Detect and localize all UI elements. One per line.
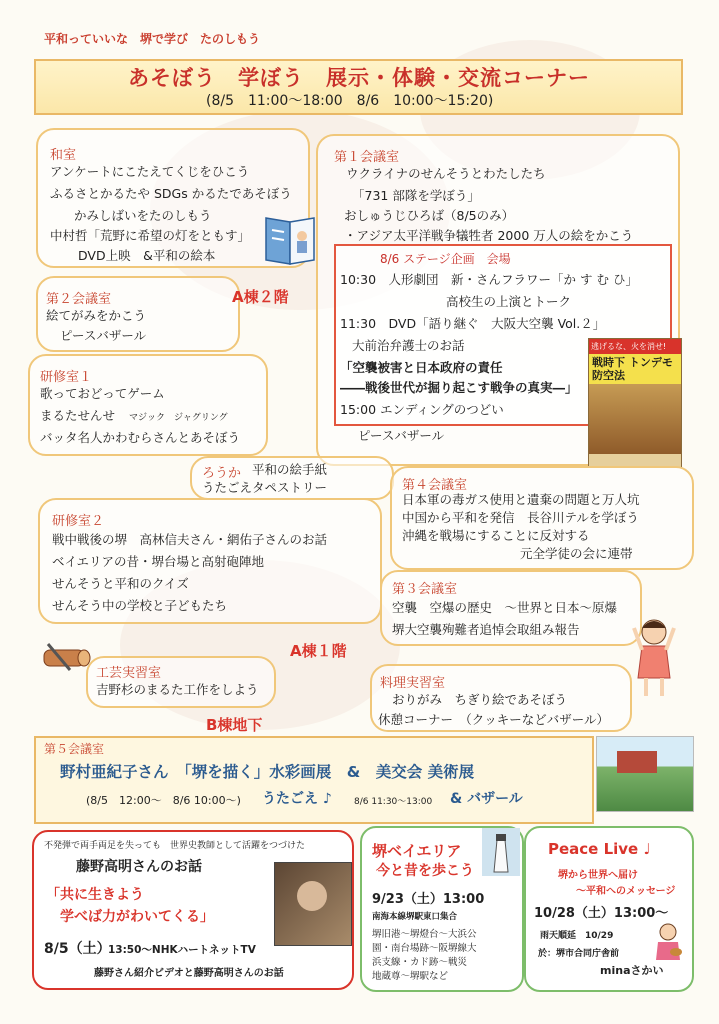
peace-live-title: Peace Live ♩ [548, 840, 651, 858]
stage-item: 高校生の上演とトーク [446, 294, 572, 309]
kaigi1-item: ウクライナのせんそうとわたしたち [346, 166, 546, 181]
floor-label-a1: A棟１階 [290, 642, 347, 660]
watercolor-roof-shape [617, 751, 657, 773]
kenshu2-item: せんそう中の学校と子どもたち [52, 598, 228, 613]
kaigi4-item: 日本軍の毒ガス使用と遺棄の問題と万人坑 [402, 492, 640, 507]
kenshu1-item [40, 406, 228, 428]
fujino-quote: 学べば力がわいてくる」 [60, 909, 214, 925]
washitsu-item: かみしばいをたのしもう [74, 208, 212, 223]
kaigi3-item: 堺大空襲殉難者追悼会取組み報告 [392, 622, 580, 637]
kaigi2-item: ピースバザール [60, 328, 147, 343]
book-cover-illustration [589, 384, 681, 454]
kaigi3-item: 空襲 空爆の歴史 ～世界と日本～原爆 [392, 600, 618, 615]
kenshu1-item: 歌っておどってゲーム [40, 386, 165, 401]
peace-live-performer: minaさかい [600, 964, 664, 977]
peace-live-date: 10/28（土）13:00〜 [534, 906, 669, 921]
kogei-item: 吉野杉のまるた工作をしよう [96, 682, 259, 697]
fujino-name: 藤野高明さんのお話 [76, 859, 202, 875]
watercolor-painting-image [596, 736, 694, 812]
room-label-kogei: 工芸実習室 [96, 666, 162, 681]
kenshu2-item: 戦中戦後の堺 高林信夫さん・網佑子さんのお話 [52, 532, 328, 547]
bayarea-subtitle: 今と昔を歩こう [376, 863, 474, 879]
picture-book-icon [262, 208, 318, 268]
utagoe-time: 8/6 11:30〜13:00 [354, 797, 433, 807]
washitsu-item: 中村哲「荒野に希望の灯をともす」 [50, 228, 251, 243]
fujino-photo-figure [297, 881, 327, 911]
tagline: 平和っていいな 堺で学び たのしもう [44, 32, 261, 46]
kaigi1-item: ・アジア太平洋戦争犠牲者 2000 万人の絵をかこう [344, 228, 634, 243]
stage-item: 10:30 人形劇団 新・さんフラワー「か す む ひ」 [340, 272, 638, 287]
floor-label-a2: A棟２階 [232, 288, 289, 306]
peace-live-line: 堺から世界へ届け [558, 870, 638, 881]
room-label-kenshu2: 研修室２ [52, 514, 105, 529]
kaigi4-item: 元全学徒の会に連帯 [520, 546, 633, 561]
book-cover-image [588, 338, 682, 468]
stage-item: ――戦後世代が掘り起こす戦争の真実―」 [340, 380, 578, 395]
ryori-item: おりがみ ちぎり絵であそぼう [392, 692, 568, 707]
bayarea-route: 浜支線・カド跡〜戦災 [372, 957, 468, 968]
peace-live-venue: 於：堺市合同庁舎前 [538, 949, 620, 959]
fujino-footer: 藤野さん紹介ビデオと藤野高明さんのお話 [94, 968, 284, 979]
singer-icon [650, 920, 686, 962]
peace-live-line: 〜平和へのメッセージ [576, 886, 676, 897]
kaigi1-after: ピースバザール [358, 428, 445, 443]
stage-item: 「空襲被害と日本政府の責任 [340, 360, 503, 375]
bayarea-route: 地蔵尊〜堺駅など [372, 971, 449, 982]
room-label-washitsu: 和室 [50, 148, 77, 163]
bayarea-title: 堺ベイエリア [372, 842, 462, 860]
kaigi2-item: 絵てがみをかこう [46, 308, 147, 323]
kaigi5-dates: (8/5 12:00〜 8/6 10:00〜) [86, 794, 241, 807]
room-label-rouka: ろうか [202, 466, 242, 481]
fujino-intro: 不発弾で両手両足を失っても 世界史教師として活躍をつづけた [44, 841, 306, 851]
washitsu-item: アンケートにこたえてくじをひこう [50, 164, 250, 179]
room-label-kaigi1: 第１会議室 [334, 150, 400, 165]
room-label-kenshu1: 研修室１ [40, 370, 93, 385]
room-label-kaigi2: 第２会議室 [46, 292, 112, 307]
fujino-quote: 「共に生きよう [46, 887, 144, 903]
washitsu-item: DVD上映 &平和の絵本 [78, 248, 216, 263]
kenshu1-item: バッタ名人かわむらさんとあそぼう [40, 430, 241, 445]
event-hours: (8/5 11:00〜18:00 8/6 10:00〜15:20) [206, 93, 494, 109]
kaigi1-item: おしゅうじひろば（8/5のみ） [344, 208, 515, 223]
book-cover-caption: 逃げるな、火を消せ! [589, 339, 681, 354]
bazaar-label: & バザール [450, 791, 523, 807]
kaigi5-headline: 野村亜紀子さん 「堺を描く」水彩画展 & 美交会 美術展 [60, 763, 475, 781]
kenshu2-item: せんそうと平和のクイズ [52, 576, 189, 591]
ryori-item: 休憩コーナー （クッキーなどバザール） [378, 712, 610, 727]
kenshu2-item: ベイエリアの昔・堺台場と高射砲陣地 [52, 554, 265, 569]
bayarea-route: 堺旧港〜堺燈台〜大浜公 [372, 929, 477, 940]
kenshu1-item-main: まるたせんせ [40, 408, 116, 423]
book-cover-title: 戦時下 トンデモ 防空法 [589, 354, 681, 384]
stage-item: 11:30 DVD「語り継ぐ 大阪大空襲 Vol.２」 [340, 316, 606, 331]
bayarea-date: 9/23（土）13:00 [372, 892, 485, 907]
utagoe-label: うたごえ ♪ [262, 791, 332, 807]
fujino-date: 8/5（土） [44, 941, 111, 957]
room-label-kaigi3: 第３会議室 [392, 582, 458, 597]
rouka-item: うたごえタペストリー [202, 480, 328, 495]
room-label-kaigi5: 第５会議室 [44, 742, 105, 756]
rouka-item: 平和の絵手紙 [252, 462, 328, 477]
bayarea-route: 園・南台場跡〜阪堺線大 [372, 943, 477, 954]
fujino-time: 13:50〜NHKハートネットTV [108, 944, 256, 956]
fujino-photo [274, 862, 352, 946]
peace-live-rain: 雨天順延 10/29 [540, 931, 614, 941]
kaigi1-item: 「731 部隊を学ぼう」 [352, 188, 480, 203]
room-label-kaigi4: 第４会議室 [402, 478, 468, 493]
page-title: あそぼう 学ぼう 展示・体験・交流コーナー [128, 66, 590, 90]
stage-title: 8/6 ステージ企画 会場 [380, 252, 511, 266]
kenshu1-item-small: マジック ジャグリング [129, 413, 228, 423]
kaigi4-item: 中国から平和を発信 長谷川テルを学ぼう [402, 510, 639, 525]
stage-item: 15:00 エンディングのつどい [340, 402, 504, 417]
lighthouse-icon [482, 828, 520, 876]
bayarea-meet: 南海本線堺駅東口集合 [372, 912, 458, 922]
stage-item: 大前治弁護士のお話 [352, 338, 465, 353]
child-figure-icon [632, 614, 676, 704]
washitsu-item: ふるさとかるたや SDGs かるたであそぼう [50, 186, 292, 201]
floor-label-b: B棟地下 [206, 716, 263, 734]
room-label-ryori: 料理実習室 [380, 676, 446, 691]
kaigi4-item: 沖縄を戦場にすることに反対する [402, 528, 590, 543]
